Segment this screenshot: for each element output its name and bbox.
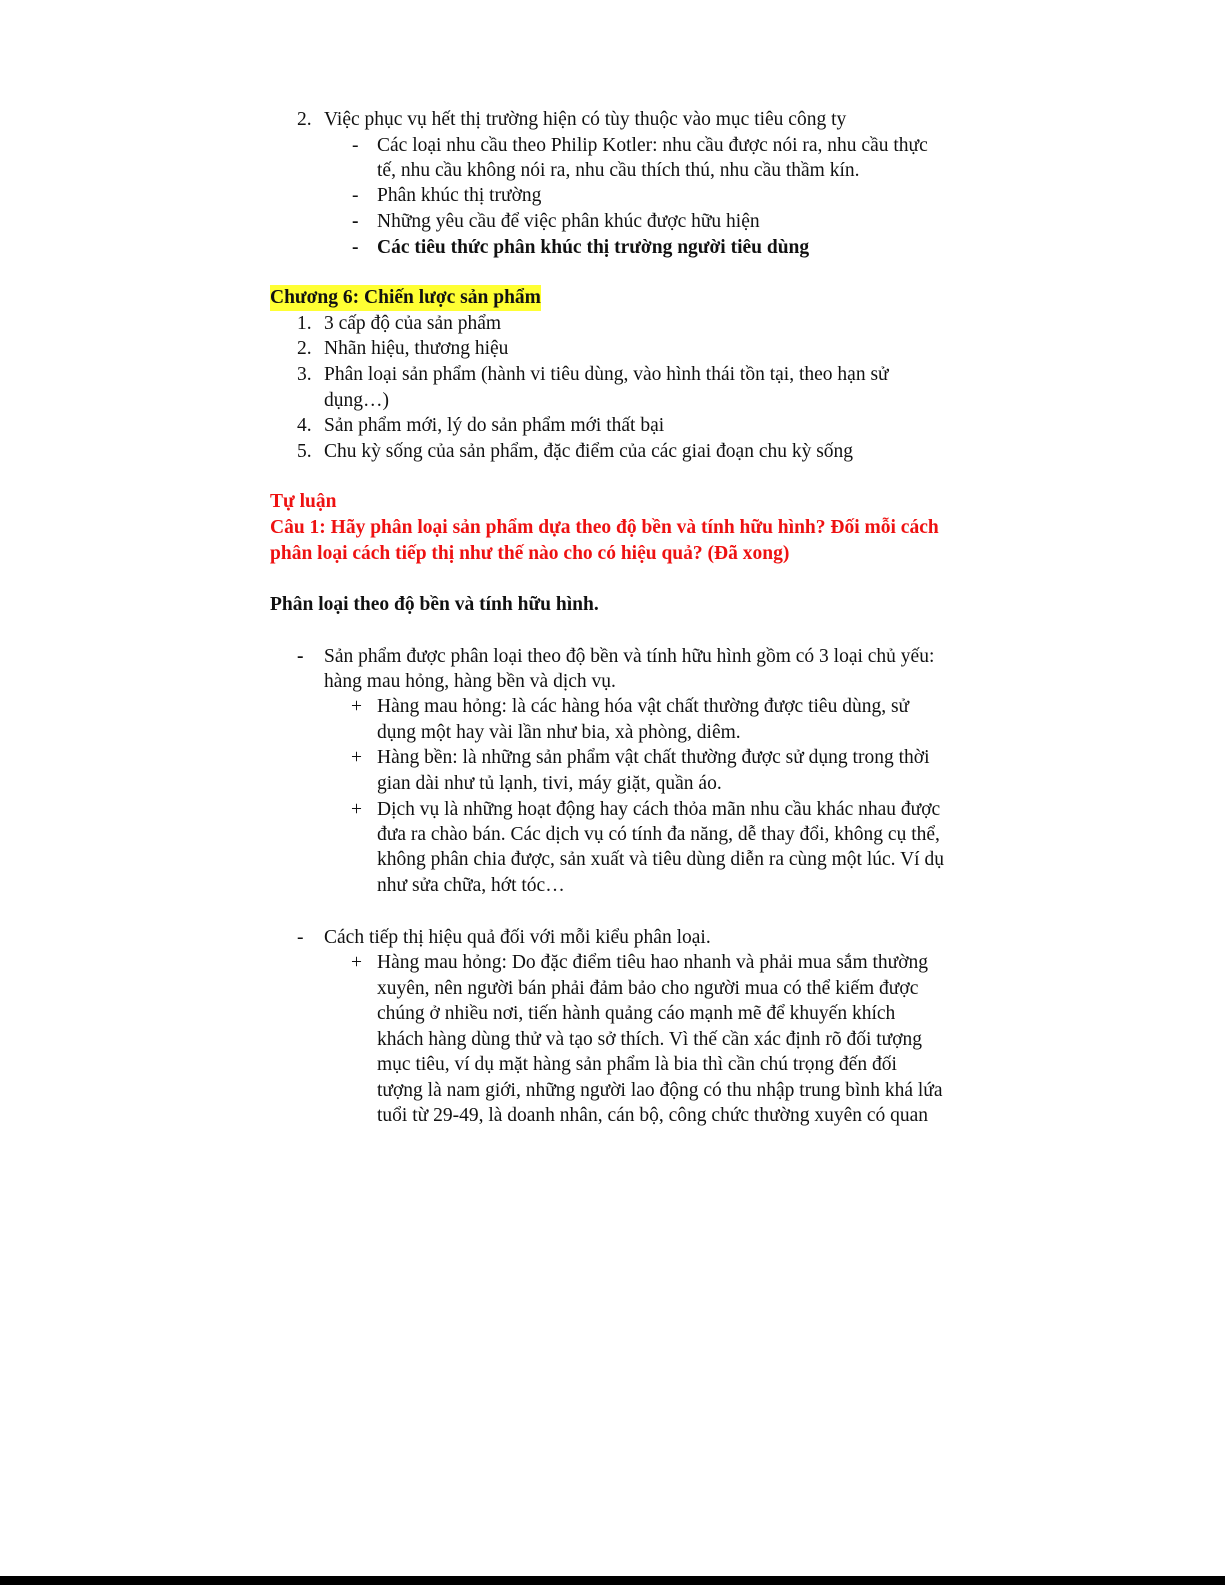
list-number: 2. <box>297 109 312 130</box>
paragraph-line: tuổi từ 29-49, là doanh nhân, cán bộ, công chức thường xuyên có quan <box>377 1105 929 1126</box>
bullet-dash: - <box>352 135 359 156</box>
bullet-plus: + <box>351 799 362 820</box>
paragraph-line: không phân chia được, sản xuất và tiêu dùng diễn ra cùng một lúc. Ví dụ <box>377 849 944 870</box>
sub-item-text: Những yêu cầu để việc phân khúc được hữu hiện <box>377 211 760 232</box>
bullet-plus: + <box>351 747 362 768</box>
paragraph-line: tượng là nam giới, những người lao động có thu nhập trung bình khá lứa <box>377 1080 943 1101</box>
bullet-dash: - <box>352 211 359 232</box>
paragraph-line: hàng mau hỏng, hàng bền và dịch vụ. <box>324 671 616 692</box>
bullet-plus: + <box>351 696 362 717</box>
sub-item-text-bold: Các tiêu thức phân khúc thị trường người tiêu dùng <box>377 237 810 258</box>
paragraph-line: chúng ở nhiều nơi, tiến hành quảng cáo mạnh mẽ để khuyến khích <box>377 1003 896 1024</box>
list-item-text: dụng…) <box>324 390 389 411</box>
paragraph-line: gian dài như tủ lạnh, tivi, máy giặt, quần áo. <box>377 773 722 794</box>
list-item-text: Nhãn hiệu, thương hiệu <box>324 338 509 359</box>
paragraph-line: dụng một hay vài lần như bia, xà phòng, diêm. <box>377 722 741 743</box>
question-text: phân loại cách tiếp thị như thế nào cho có hiệu quả? (Đã xong) <box>270 543 790 564</box>
list-item-text: Việc phục vụ hết thị trường hiện có tùy thuộc vào mục tiêu công ty <box>324 109 847 130</box>
bullet-plus: + <box>351 952 362 973</box>
list-item-text: Sản phẩm mới, lý do sản phẩm mới thất bại <box>324 415 665 436</box>
list-number: 5. <box>297 441 312 462</box>
page-bottom-border <box>0 1576 1225 1585</box>
paragraph-line: Sản phẩm được phân loại theo độ bền và tính hữu hình gồm có 3 loại chủ yếu: <box>324 646 935 667</box>
paragraph-line: đưa ra chào bán. Các dịch vụ có tính đa năng, dễ thay đổi, không cụ thể, <box>377 824 940 845</box>
subheading: Phân loại theo độ bền và tính hữu hình. <box>270 594 599 615</box>
list-item-text: 3 cấp độ của sản phẩm <box>324 313 502 334</box>
list-item-text: Chu kỳ sống của sản phẩm, đặc điểm của các giai đoạn chu kỳ sống <box>324 441 854 462</box>
list-number: 2. <box>297 338 312 359</box>
paragraph-line: xuyên, nên người bán phải đảm bảo cho người mua có thể kiếm được <box>377 978 919 999</box>
paragraph-line: Cách tiếp thị hiệu quả đối với mỗi kiểu phân loại. <box>324 927 711 948</box>
list-number: 1. <box>297 313 312 334</box>
bullet-dash: - <box>297 927 304 948</box>
sub-item-text: tế, nhu cầu không nói ra, nhu cầu thích thú, nhu cầu thầm kín. <box>377 160 860 181</box>
paragraph-line: như sửa chữa, hớt tóc… <box>377 875 565 896</box>
list-number: 4. <box>297 415 312 436</box>
list-item-text: Phân loại sản phẩm (hành vi tiêu dùng, vào hình thái tồn tại, theo hạn sử <box>324 364 889 385</box>
paragraph-line: Hàng mau hỏng: là các hàng hóa vật chất thường được tiêu dùng, sử <box>377 696 910 717</box>
paragraph-line: Dịch vụ là những hoạt động hay cách thỏa mãn nhu cầu khác nhau được <box>377 799 941 820</box>
sub-item-text: Phân khúc thị trường <box>377 185 542 206</box>
paragraph-line: khách hàng dùng thử và tạo sở thích. Vì thế cần xác định rõ đối tượng <box>377 1029 923 1050</box>
chapter-title: Chương 6: Chiến lược sản phẩm <box>270 285 541 311</box>
paragraph-line: Hàng bền: là những sản phẩm vật chất thường được sử dụng trong thời <box>377 747 930 768</box>
bullet-dash: - <box>352 237 359 258</box>
paragraph-line: mục tiêu, ví dụ mặt hàng sản phẩm là bia thì cần chú trọng đến đối <box>377 1054 897 1075</box>
bullet-dash: - <box>297 646 304 667</box>
bullet-dash: - <box>352 185 359 206</box>
sub-item-text: Các loại nhu cầu theo Philip Kotler: nhu cầu được nói ra, nhu cầu thực <box>377 135 928 156</box>
essay-heading: Tự luận <box>270 491 337 512</box>
paragraph-line: Hàng mau hỏng: Do đặc điểm tiêu hao nhanh và phải mua sắm thường <box>377 952 929 973</box>
list-number: 3. <box>297 364 312 385</box>
question-text: Câu 1: Hãy phân loại sản phẩm dựa theo độ bền và tính hữu hình? Đối mỗi cách <box>270 517 939 538</box>
